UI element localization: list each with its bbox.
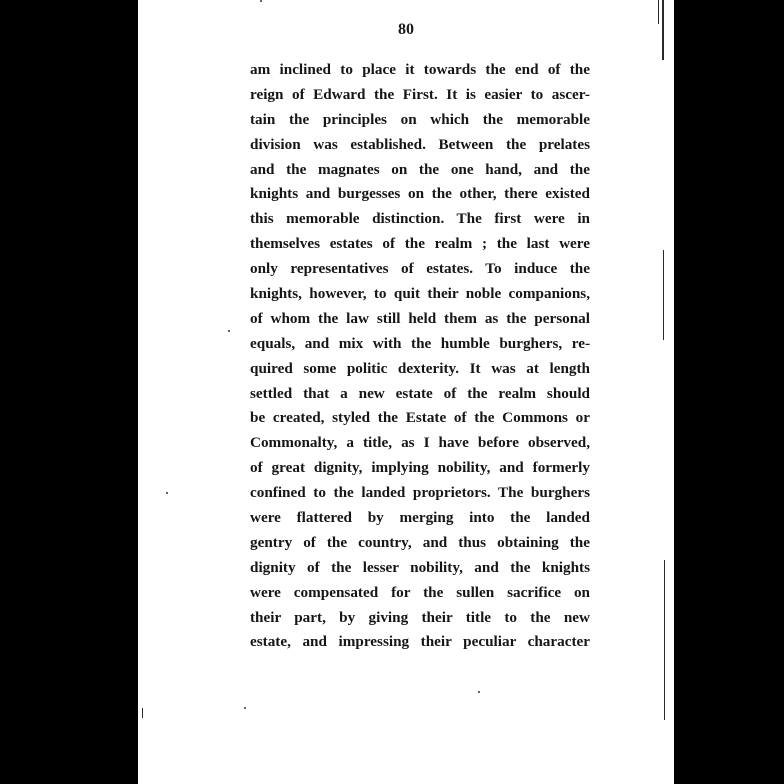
scan-speck — [228, 330, 230, 332]
text-line: of great dignity, implying nobility, and formerly — [250, 459, 590, 477]
text-line: this memorable distinction. The first were in — [250, 210, 590, 228]
text-line: themselves estates of the realm ; the last were — [250, 235, 590, 253]
binding-edge-line — [658, 0, 659, 24]
text-line: were compensated for the sullen sacrifice on — [250, 583, 590, 601]
book-page — [138, 0, 674, 784]
binding-edge-line — [663, 250, 664, 340]
scan-speck — [244, 707, 246, 709]
text-line: of whom the law still held them as the personal — [250, 309, 590, 327]
text-line: estate, and impressing their peculiar character — [250, 633, 590, 651]
text-line: am inclined to place it towards the end of the — [250, 61, 590, 78]
text-line: tain the principles on which the memorable — [250, 110, 590, 128]
page-number: 80 — [398, 21, 414, 38]
text-line: gentry of the country, and thus obtaining the — [250, 533, 590, 551]
text-line: division was established. Between the prelates — [250, 135, 590, 153]
text-line: only representatives of estates. To induce the — [250, 260, 590, 278]
text-line: settled that a new estate of the realm should — [250, 384, 590, 402]
text-line: confined to the landed proprietors. The burghers — [250, 484, 590, 502]
binding-edge-line — [664, 560, 665, 720]
page-body-text — [250, 58, 590, 655]
text-line: equals, and mix with the humble burghers, re- — [250, 334, 590, 352]
text-line: knights and burgesses on the other, there existed — [250, 185, 590, 203]
text-line: dignity of the lesser nobility, and the knights — [250, 558, 590, 576]
text-line: reign of Edward the First. It is easier to ascer- — [250, 85, 590, 103]
text-line: were flattered by merging into the landed — [250, 509, 590, 527]
text-line: their part, by giving their title to the new — [250, 608, 590, 626]
text-line: be created, styled the Estate of the Commons or — [250, 409, 590, 427]
binding-edge-line — [662, 0, 664, 60]
text-line: Commonalty, a title, as I have before observed, — [250, 434, 590, 452]
scan-speck — [260, 0, 262, 2]
scan-speck — [166, 492, 168, 494]
text-line: and the magnates on the one hand, and the — [250, 160, 590, 178]
scan-mark — [142, 708, 143, 718]
scan-speck — [478, 691, 480, 693]
text-line: quired some politic dexterity. It was at length — [250, 359, 590, 377]
text-line: knights, however, to quit their noble companions, — [250, 285, 590, 303]
